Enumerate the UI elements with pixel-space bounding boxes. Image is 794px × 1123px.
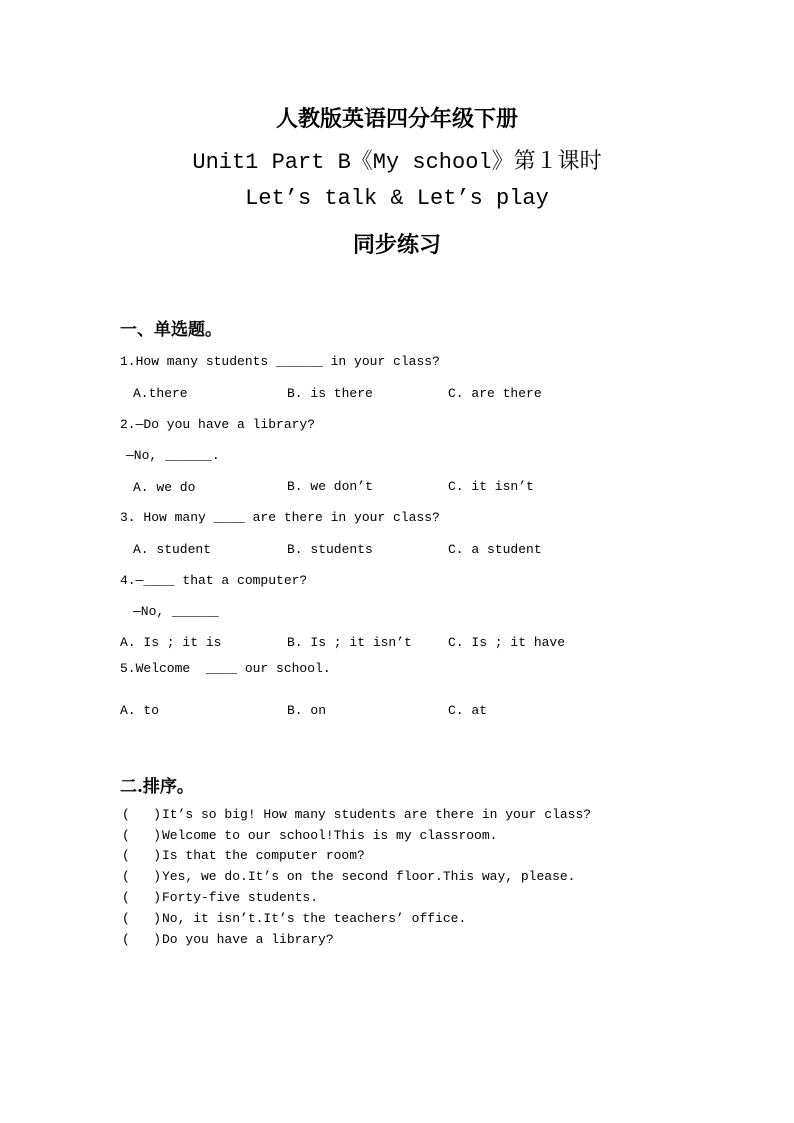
ordering-sentence: Yes, we do.It’s on the second floor.This way, please. <box>162 869 576 884</box>
question-2-option-c: C. it isn’t <box>448 479 534 494</box>
question-3-option-a: A. student <box>133 542 212 557</box>
question-2-stem-reply: —No, ______. <box>126 448 220 463</box>
section-heading-ordering: 二.排序。 <box>120 777 194 797</box>
question-3-stem: 3. How many ____ are there in your class? <box>120 510 440 525</box>
answer-bracket[interactable]: ( ) <box>122 807 162 822</box>
ordering-item <box>122 932 334 947</box>
title-textbook: 人教版英语四分年级下册 <box>275 106 518 132</box>
question-4-stem: 4.—____ that a computer? <box>120 573 308 588</box>
ordering-sentence: Do you have a library? <box>162 932 334 947</box>
question-3-option-b: B. students <box>287 542 373 557</box>
ordering-item <box>122 848 365 863</box>
answer-bracket[interactable]: ( ) <box>122 828 162 843</box>
question-1-stem: 1.How many students ______ in your class? <box>120 354 440 369</box>
section-heading-single-choice: 一、单选题。 <box>120 320 222 340</box>
question-2-option-b: B. we don’t <box>287 479 373 494</box>
ordering-sentence: Welcome to our school!This is my classroom. <box>162 828 498 843</box>
ordering-item <box>122 828 497 843</box>
title-lesson: Let’s talk & Let’s play <box>245 186 549 211</box>
question-3-option-c: C. a student <box>448 542 542 557</box>
question-2-stem: 2.—Do you have a library? <box>120 417 316 432</box>
question-2-option-a: A. we do <box>133 480 196 495</box>
question-4-option-a: A. Is ; it is <box>120 635 222 650</box>
answer-bracket[interactable]: ( ) <box>122 848 162 863</box>
answer-bracket[interactable]: ( ) <box>122 890 162 905</box>
question-1-option-a: A.there <box>133 386 188 401</box>
question-1-option-b: B. is there <box>287 386 373 401</box>
ordering-sentence: Is that the computer room? <box>162 848 365 863</box>
ordering-item <box>122 807 591 822</box>
title-unit: Unit1 Part B《My school》第１课时 <box>192 150 602 175</box>
ordering-item <box>122 869 575 884</box>
answer-bracket[interactable]: ( ) <box>122 869 162 884</box>
question-4-stem-reply: —No, ______ <box>133 604 219 619</box>
ordering-sentence: Forty-five students. <box>162 890 319 905</box>
question-5-stem: 5.Welcome ____ our school. <box>120 661 331 676</box>
question-4-option-b: B. Is ; it isn’t <box>287 635 412 650</box>
ordering-item <box>122 911 466 926</box>
ordering-sentence: It’s so big! How many students are there in your class? <box>162 807 592 822</box>
question-5-option-c: C. at <box>448 703 488 718</box>
question-5-option-b: B. on <box>287 703 327 718</box>
question-4-option-c: C. Is ; it have <box>448 635 566 650</box>
answer-bracket[interactable]: ( ) <box>122 911 162 926</box>
answer-bracket[interactable]: ( ) <box>122 932 162 947</box>
question-1-option-c: C. are there <box>448 386 542 401</box>
title-practice: 同步练习 <box>352 232 441 258</box>
ordering-item <box>122 890 318 905</box>
ordering-sentence: No, it isn’t.It’s the teachers’ office. <box>162 911 467 926</box>
question-5-option-a: A. to <box>120 703 160 718</box>
